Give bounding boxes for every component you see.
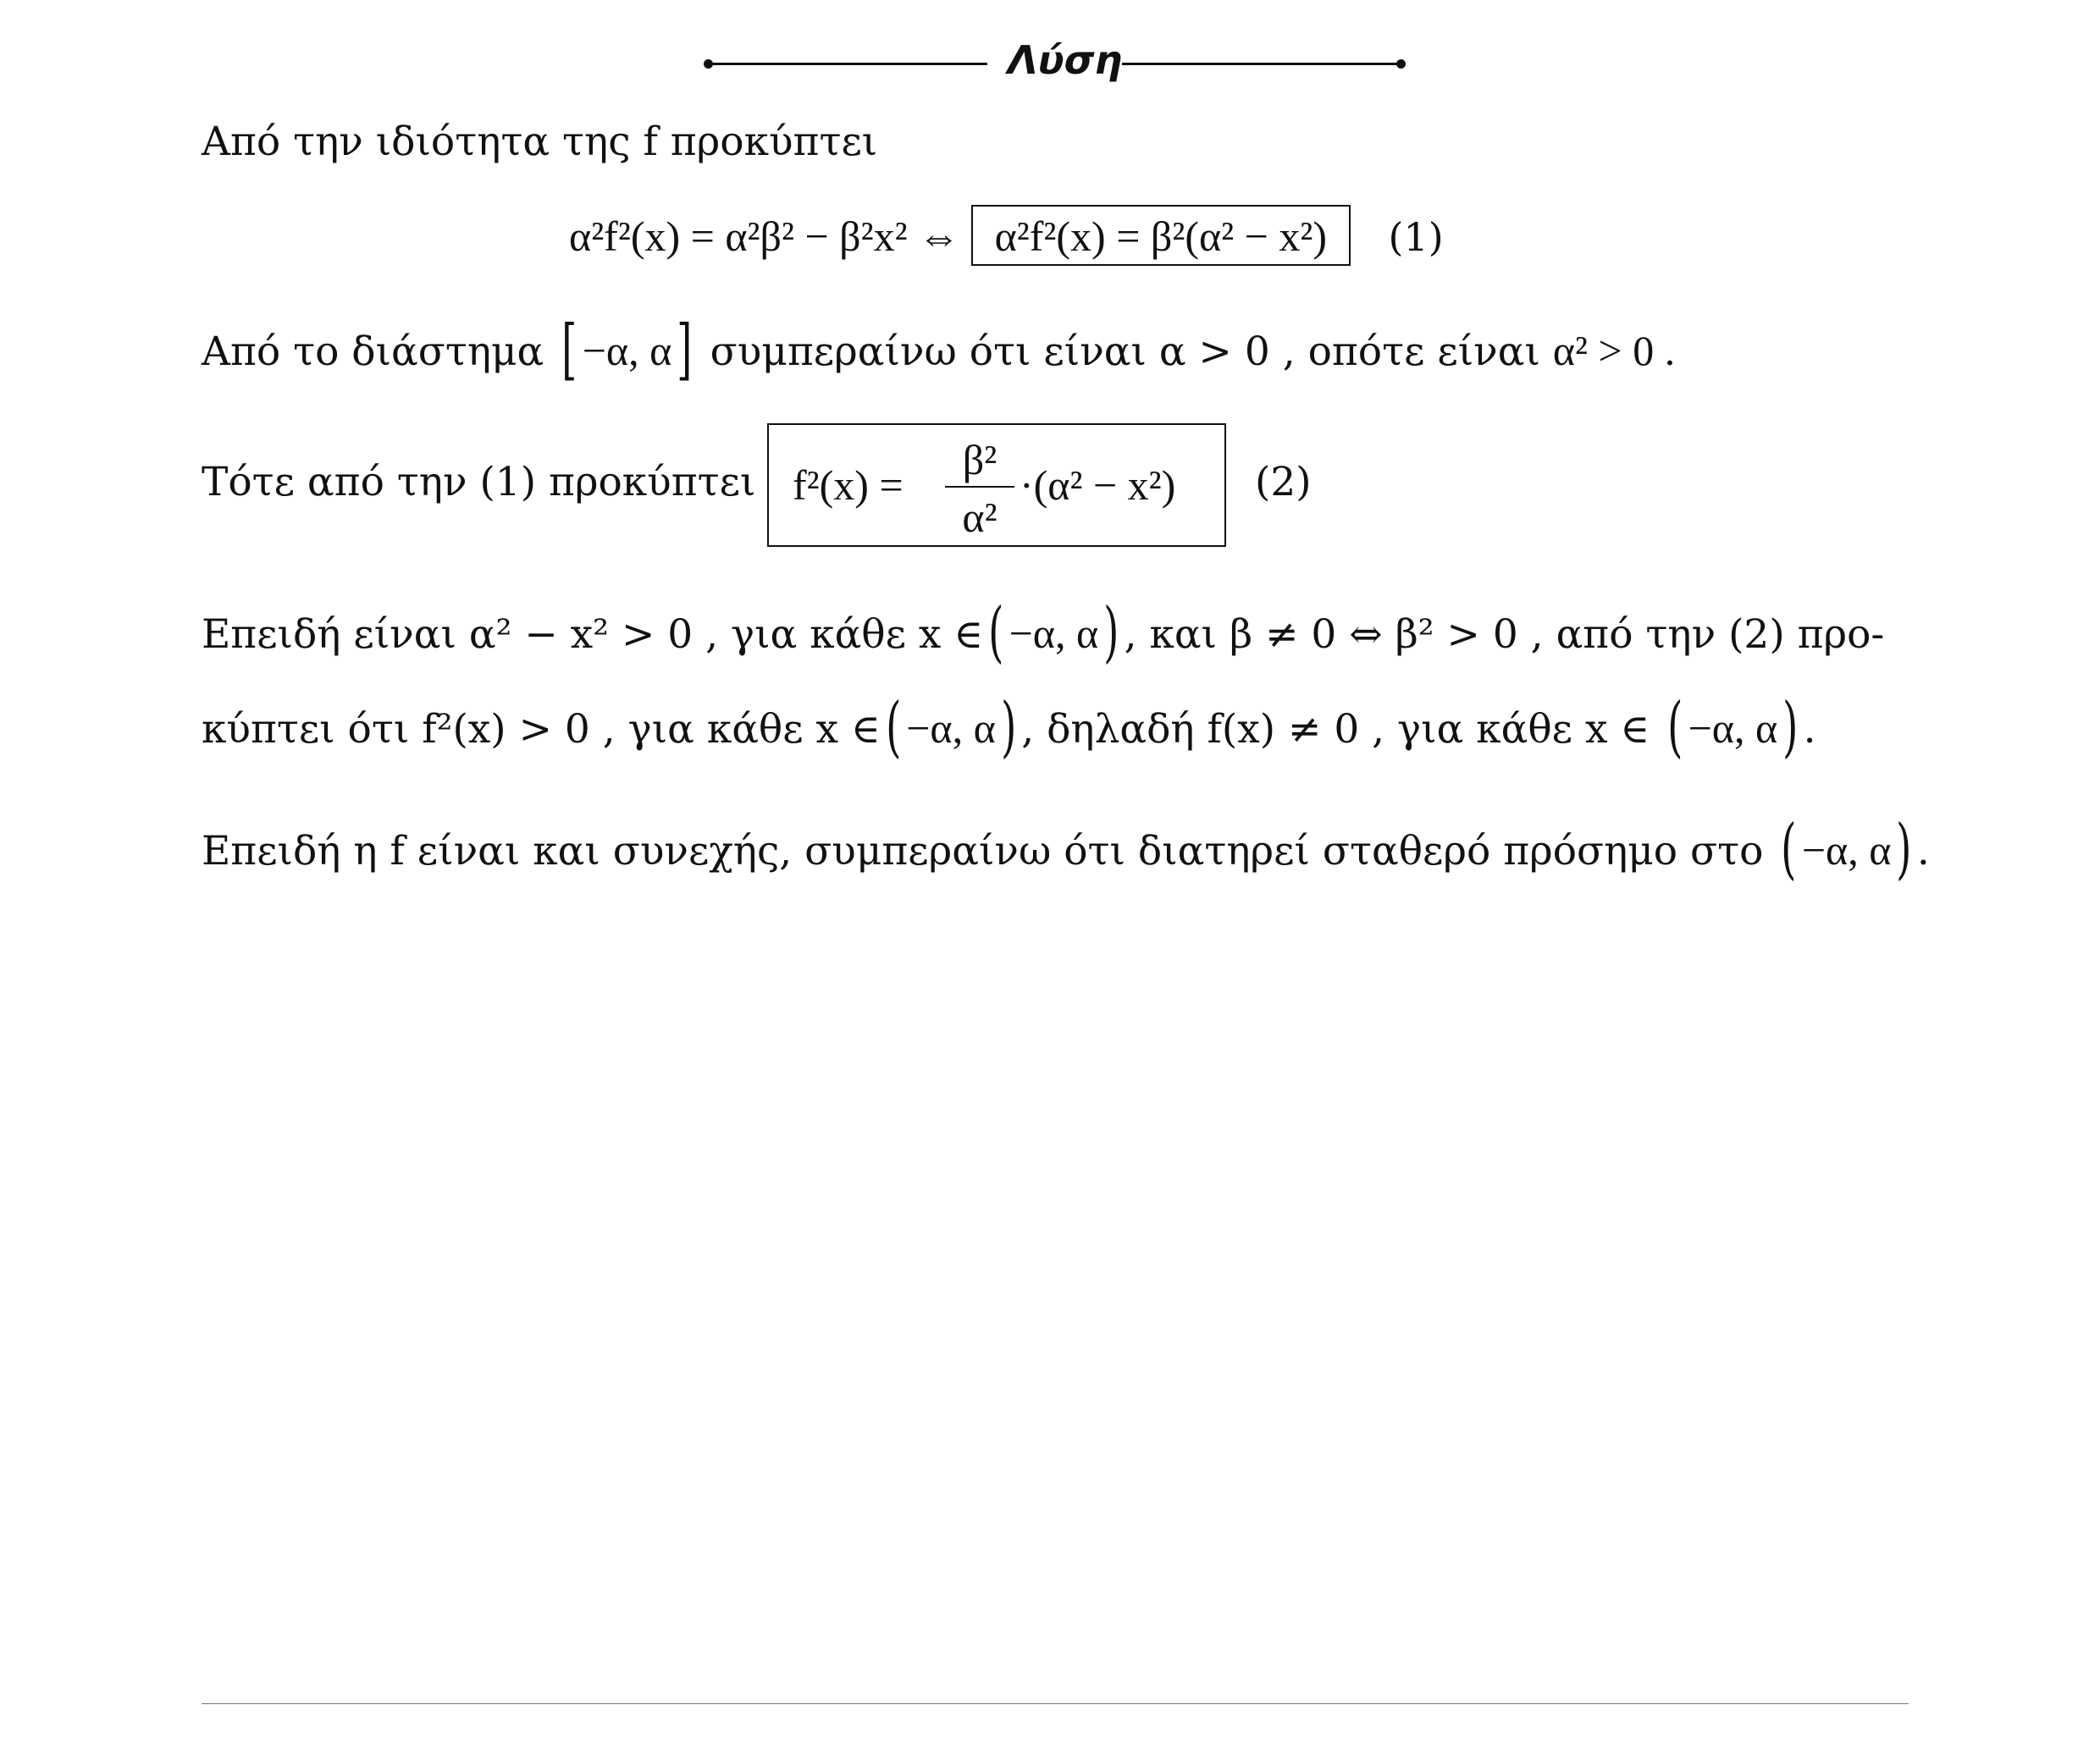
equation-1-tag: (1) <box>1388 214 1444 260</box>
fraction-numerator: β² <box>962 436 998 483</box>
title-dot-right <box>1396 59 1406 69</box>
paragraph-5-b: , δηλαδή f(x) ≠ 0 , για κάθε x ∈ <box>1021 706 1650 753</box>
equation-1-boxed: α²f²(x) = β²(α² − x²) <box>971 205 1351 266</box>
interval-4: −α, α <box>1009 610 1099 657</box>
paragraph-2-end: α² > 0 . <box>1552 327 1676 374</box>
equation-1 <box>569 205 1444 266</box>
paragraph-6-a: Επειδή η f είναι και συνεχής, συμπεραίνω ότι διατηρεί σταθερό πρόσημο στο <box>202 828 1764 875</box>
paragraph-6: Επειδή η f είναι και συνεχής, συμπεραίνω ότι διατηρεί σταθερό πρόσημο στο ( −α, α) . <box>202 811 1930 887</box>
paragraph-2: Από το διάστημα [ −α, α] συμπεραίνω ότι είναι α > 0 , οπότε είναι α² > 0 . <box>202 312 1676 388</box>
paragraph-3-prefix: Τότε από την (1) προκύπτει <box>202 459 756 505</box>
fraction-bar <box>945 486 1014 488</box>
interval-6: −α, α <box>1801 826 1892 874</box>
fraction-denominator: α² <box>962 494 998 541</box>
paragraph-1: Από την ιδιότητα της f προκύπτει <box>202 119 878 165</box>
paragraph-4-a: Επειδή είναι α² − x² > 0 , για κάθε x ∈ <box>202 611 984 658</box>
footer-rule <box>202 1703 1909 1704</box>
equation-1-left: α²f²(x) = α²β² − β²x² ⇔ <box>569 212 961 260</box>
section-title <box>0 34 2100 93</box>
paragraph-5: κύπτει ότι f²(x) > 0 , για κάθε x ∈( −α, α) , δηλαδή f(x) ≠ 0 , για κάθε x ∈ ( −α, α) . <box>202 689 1816 765</box>
equation-2-box <box>767 423 1226 547</box>
title-text: Λύση <box>1008 37 1123 83</box>
paragraph-4: Επειδή είναι α² − x² > 0 , για κάθε x ∈( −α, α) , και β ≠ 0 ⇔ β² > 0 , από την (2) προ- <box>202 594 1885 670</box>
equation-2-tag: (2) <box>1255 459 1312 505</box>
equation-2-lhs: f²(x) = <box>793 461 904 509</box>
paragraph-5-a: κύπτει ότι f²(x) > 0 , για κάθε x ∈ <box>202 706 881 753</box>
paragraph-5-c: . <box>1803 706 1816 753</box>
title-rule-left <box>708 63 987 65</box>
paragraph-6-c: . <box>1916 828 1930 875</box>
title-rule-right <box>1122 63 1401 65</box>
paragraph-2-middle: συμπεραίνω ότι είναι α > 0 , οπότε είναι <box>710 328 1540 375</box>
interval-2: −α, α <box>582 327 672 374</box>
equation-2-rhs: ·(α² − x²) <box>1020 461 1176 509</box>
interval-5a: −α, α <box>906 704 996 752</box>
fraction <box>945 435 1014 542</box>
interval-5b: −α, α <box>1688 704 1778 752</box>
paragraph-2-prefix: Από το διάστημα <box>202 328 544 375</box>
paragraph-4-b: , και β ≠ 0 ⇔ β² > 0 , από την (2) προ- <box>1124 611 1885 658</box>
